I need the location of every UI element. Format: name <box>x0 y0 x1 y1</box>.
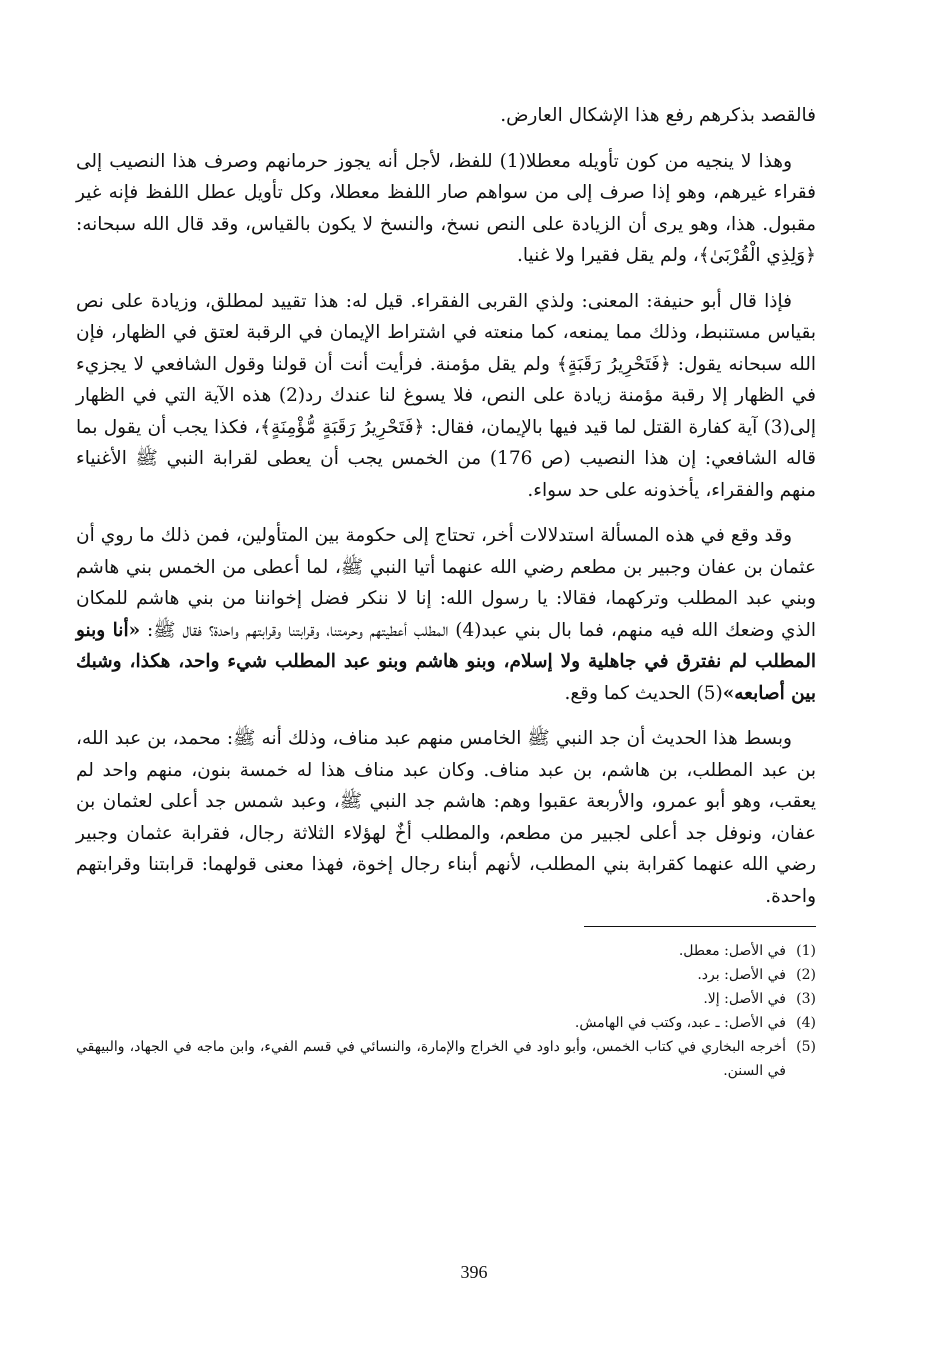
paragraph-4-text: وقد وقع في هذه المسألة استدلالات أخر، تحتاج إلى حكومة بين المتأولين، فمن ذلك ما روي أن عثمان بن عفان وجبير بن مطعم رضي الله عنهما أتيا النبي ﷺ، لما أعطى من الخمس بني هاشم وبني عبد المطلب وتركهما، فقالا: يا رسول الله: إنا لا ننكر فضل إخواننا من بني هاشم للمكان الذي وضعك الله فيه منهم، فما بال بني عبد(4) المطلب أعطيتهم وحرمتنا، وقرابتنا وقرابتهم واحدة؟ فقال ﷺ: <box>76 525 816 641</box>
footnote-text: في الأصل: ـ عبد، وكتب في الهامش. <box>574 1015 786 1031</box>
footnote-number: (2) <box>796 967 816 983</box>
footnote-1 <box>76 939 816 963</box>
footnote-4 <box>76 1011 816 1035</box>
footnote-2 <box>76 963 816 987</box>
footnote-number: (1) <box>796 943 816 959</box>
page-number: 396 <box>460 1262 488 1282</box>
footnote-5 <box>76 1035 816 1083</box>
hadith-quote: «أنا وبنو المطلب لم نفترق في جاهلية ولا إسلام، وبنو هاشم وبنو عبد المطلب شيء واحد، هكذا، وشبك بين أصابعه» <box>76 619 816 704</box>
footnote-text: في الأصل: إلا. <box>703 991 786 1007</box>
footnote-number: (5) <box>796 1039 816 1055</box>
footnote-3 <box>76 987 816 1011</box>
footnote-number: (3) <box>796 991 816 1007</box>
paragraph-2: وهذا لا ينجيه من كون تأويله معطلا(1) للفظ، لأجل أنه يجوز حرمانهم وصرف هذا النصيب إلى فقراء غيرهم، وهو إذا صرف إلى من سواهم صار اللفظ معطلا، وكل تأويل عطل اللفظ فإنه غير مقبول. هذا، وهو يرى أن الزيادة على النص نسخ، والنسخ لا يكون بالقياس، وقد قال الله سبحانه: ﴿وَلِذِي الْقُرْبَىٰ﴾، ولم يقل فقيرا ولا غنيا. <box>76 150 816 266</box>
footnote-text: في الأصل: معطل. <box>678 943 786 959</box>
paragraph-4 <box>76 520 816 709</box>
paragraph-4-tail: (5) الحديث كما وقع. <box>564 682 723 704</box>
footnote-text: أخرجه البخاري في كتاب الخمس، وأبو داود في الخراج والإمارة، والنسائي في قسم الفيء، وابن ماجه في الجهاد، والبيهقي في السنن. <box>76 1039 786 1079</box>
paragraph-5: وبسط هذا الحديث أن جد النبي ﷺ الخامس منهم عبد مناف، وذلك أنه ﷺ: محمد، بن عبد الله، بن عبد المطلب، بن هاشم، بن عبد مناف. وكان عبد مناف هذا له خمسة بنون، منهم واحد لم يعقب، وهو أبو عمرو، والأربعة عقبوا وهم: هاشم جد النبي ﷺ، وعبد شمس جد أعلى لعثمان بن عفان، ونوفل جد أعلى لجبير من مطعم، والمطلب أخٌ لهؤلاء الثلاثة رجال، فقرابة عثمان وجبير رضي الله عنهما كقرابة بني المطلب، لأنهم أبناء رجال إخوة، فهذا معنى قولهما: قرابتنا وقرابتهم واحدة. <box>76 728 816 907</box>
footnote-text: في الأصل: برد. <box>697 967 786 983</box>
page-body <box>76 100 816 1083</box>
paragraph-1: فالقصد بذكرهم رفع هذا الإشكال العارض. <box>500 105 816 126</box>
paragraph-3: فإذا قال أبو حنيفة: المعنى: ولذي القربى الفقراء. قيل له: هذا تقييد لمطلق، وزيادة على نص بقياس مستنبط، وذلك مما يمنعه، كما منعته في اشتراط الإيمان في الرقبة لعتق في الظهار، فإن الله سبحانه يقول: ﴿فَتَحْرِيرُ رَقَبَةٍ﴾ ولم يقل مؤمنة. فرأيت أنت أن قولنا وقول الشافعي لا يجزيء في الظهار إلا رقبة مؤمنة زيادة على النص، فلا يسوغ لنا عندك رد(2) هذه الآية التي في الظهار إلى(3) آية كفارة القتل لما قيد فيها بالإيمان، فقال: ﴿فَتَحْرِيرُ رَقَبَةٍ مُّؤْمِنَةٍ﴾، فكذا يجب أن يقول بما قاله الشافعي: إن هذا النصيب (ص 176) من الخمس يجب أن يعطى لقرابة النبي ﷺ الأغنياء منهم والفقراء، يأخذونه على حد سواء. <box>76 290 816 501</box>
footnote-separator <box>584 926 816 927</box>
footnote-number: (4) <box>796 1015 816 1031</box>
